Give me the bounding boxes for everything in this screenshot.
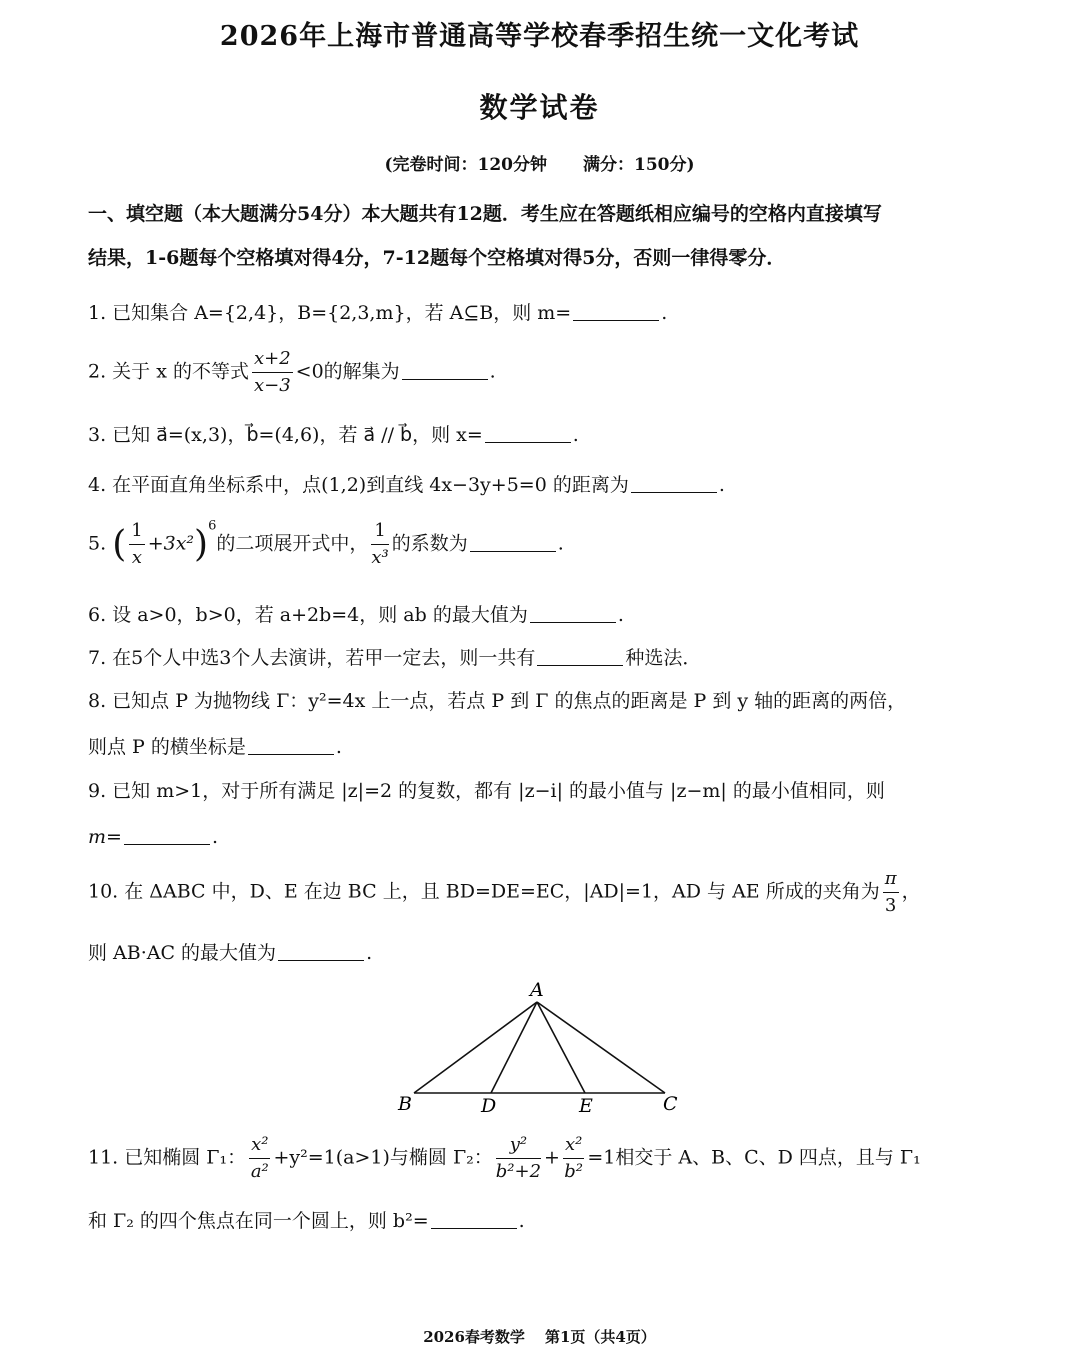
right-paren: ) <box>194 524 209 565</box>
triangle-figure <box>380 972 700 1122</box>
label-E: E <box>579 1095 593 1117</box>
question-11-n1: x² <box>249 1132 270 1159</box>
question-11-prefix: 11. 已知椭圆 Γ₁： <box>88 1146 247 1169</box>
question-11-n3: x² <box>563 1132 584 1159</box>
question-2-fraction <box>252 346 293 399</box>
question-8-line2: 则点 P 的横坐标是 <box>88 736 246 758</box>
question-8-line1: 8. 已知点 P 为抛物线 Γ：y²=4x 上一点，若点 P 到 Γ 的焦点的距离是 P 到 y 轴的距离的两倍， <box>88 690 907 712</box>
answer-blank-5[interactable] <box>470 533 556 552</box>
question-2: 2. 关于 x 的不等式 $\frac{x+2}{x-3}$ <0的解集为 . <box>88 346 1003 399</box>
question-10-three: 3 <box>884 895 897 916</box>
answer-blank-3[interactable] <box>485 424 571 443</box>
question-9 <box>88 776 1003 803</box>
question-5-exponent: 6 <box>208 518 217 534</box>
side-AB <box>414 1002 537 1093</box>
question-11-n2: y² <box>496 1132 541 1159</box>
question-3: 3. 已知 a⃗=(x,3)，b⃗=(4,6)，若 a⃗ // b⃗，则 x= . <box>88 424 579 446</box>
answer-blank-9[interactable] <box>124 826 210 845</box>
question-11-frac2 <box>496 1132 541 1185</box>
question-11-d2: b²+2 <box>495 1161 542 1182</box>
question-5-frac-numerator: 1 <box>129 518 144 545</box>
section-intro-line1: 一、填空题（本大题满分54分）本大题共有12题．考生应在答题纸相应编号的空格内直接填写 <box>88 203 882 225</box>
question-11-d3: b² <box>564 1161 584 1182</box>
answer-blank-1[interactable] <box>573 302 659 321</box>
question-11-cont: 和 Γ₂ 的四个焦点在同一个圆上，则 b²= . <box>88 1210 525 1232</box>
answer-blank-10[interactable] <box>278 942 364 961</box>
segment-AD <box>491 1002 537 1093</box>
question-5-fraction <box>129 518 144 571</box>
question-2-numerator: x+2 <box>252 346 293 373</box>
question-6-text: 6. 设 a>0，b>0，若 a+2b=4，则 ab 的最大值为 <box>88 604 528 626</box>
question-1: 1. 已知集合 A={2,4}，B={2,3,m}，若 A⊆B，则 m= . <box>88 302 668 324</box>
exam-title: 2026年上海市普通高等学校春季招生统一文化考试 <box>219 21 860 52</box>
question-11-line2: 和 Γ₂ 的四个焦点在同一个圆上，则 b²= <box>88 1210 429 1232</box>
footer-page: 第1页（共4页） <box>544 1328 656 1346</box>
question-10: 10. 在 ΔABC 中，D、E 在边 BC 上，且 BD=DE=EC，|AD|=1，AD 与 AE 所成的夹角为 $\frac{\pi}{3}$ ， <box>88 866 1003 919</box>
question-11-frac1 <box>249 1132 270 1185</box>
exam-time: (完卷时间：120分钟 <box>384 155 547 175</box>
question-7-text-a: 7. 在5个人中选3个人去演讲，若甲一定去，则一共有 <box>88 647 536 669</box>
exam-score: 满分：150分) <box>583 155 695 175</box>
question-10-angle <box>883 866 899 919</box>
question-11-mid: +y²=1(a>1)与椭圆 Γ₂： <box>273 1146 493 1169</box>
question-5-target-denominator: x³ <box>371 547 389 568</box>
label-A: A <box>530 979 544 1001</box>
segment-AE <box>537 1002 585 1093</box>
question-5-term: +3x² <box>147 532 195 555</box>
question-9-line2: m= <box>88 826 122 848</box>
question-2-prefix: 2. 关于 x 的不等式 <box>88 360 249 383</box>
question-1-text: 1. 已知集合 A={2,4}，B={2,3,m}，若 A⊆B，则 m= <box>88 302 572 324</box>
question-11-d1: a² <box>250 1161 269 1182</box>
exam-meta <box>0 150 1079 175</box>
question-5-suffix: 的系数为 <box>391 532 468 555</box>
answer-blank-8[interactable] <box>248 736 334 755</box>
left-paren: ( <box>112 524 127 565</box>
question-5-frac-denominator: x <box>131 547 143 568</box>
question-11-suffix: =1相交于 A、B、C、D 四点，且与 Γ₁ <box>587 1146 921 1169</box>
question-9-cont: m= . <box>88 826 218 848</box>
question-9-line1: 9. 已知 m>1，对于所有满足 |z|=2 的复数，都有 |z−i| 的最小值与 |z−m| 的最小值相同，则 <box>88 780 885 802</box>
exam-subtitle: 数学试卷 <box>479 91 600 124</box>
question-11-frac3 <box>563 1132 584 1185</box>
label-C: C <box>663 1093 678 1115</box>
section-intro-line2: 结果，1-6题每个空格填对得4分，7-12题每个空格填对得5分，否则一律得零分． <box>88 247 786 269</box>
answer-blank-7[interactable] <box>537 647 623 666</box>
page-footer <box>0 1326 1079 1347</box>
question-10-pi: π <box>883 866 899 893</box>
section-intro <box>88 192 998 280</box>
label-B: B <box>398 1093 412 1115</box>
question-10-line1: 10. 在 ΔABC 中，D、E 在边 BC 上，且 BD=DE=EC，|AD|=1，AD 与 AE 所成的夹角为 <box>88 880 880 903</box>
side-AC <box>537 1002 665 1093</box>
question-5-text: 的二项展开式中， <box>216 532 369 555</box>
question-5-target-fraction <box>371 518 388 571</box>
question-7 <box>88 643 1003 670</box>
question-10-line2: 则 AB·AC 的最大值为 <box>88 942 277 964</box>
question-8-cont: 则点 P 的横坐标是 . <box>88 736 342 758</box>
question-3-text: 3. 已知 a⃗=(x,3)，b⃗=(4,6)，若 a⃗ // b⃗，则 x= <box>88 424 483 446</box>
question-7-text-b: 种选法． <box>625 647 702 669</box>
label-D: D <box>481 1095 497 1117</box>
answer-blank-6[interactable] <box>530 604 616 623</box>
question-8 <box>88 686 1003 713</box>
question-6: 6. 设 a>0，b>0，若 a+2b=4，则 ab 的最大值为 . <box>88 604 624 626</box>
question-2-suffix: <0的解集为 <box>295 360 400 383</box>
footer-subject: 2026春考数学 <box>423 1328 525 1346</box>
question-5-target-numerator: 1 <box>371 518 388 545</box>
question-10-cont: 则 AB·AC 的最大值为 . <box>88 942 373 964</box>
question-4-text: 4. 在平面直角坐标系中，点(1,2)到直线 4x−3y+5=0 的距离为 <box>88 474 629 496</box>
answer-blank-11[interactable] <box>431 1210 517 1229</box>
question-5-prefix: 5. <box>88 532 107 555</box>
question-4: 4. 在平面直角坐标系中，点(1,2)到直线 4x−3y+5=0 的距离为 . <box>88 474 725 496</box>
question-11: 11. 已知椭圆 Γ₁： $\frac{\text{x²}}{\text{a²}}$ +y²=1(a>1)与椭圆 Γ₂： $\frac{\text{y²}}{\text{b²+2}}$ + $\frac{\text{x²}}{\text{b²}}$ =1相交于 A、B、C、D 四点，且与 Γ₁ <box>88 1132 1003 1185</box>
answer-blank-4[interactable] <box>631 474 717 493</box>
question-5: 5. ( $\frac{1}{x}$ +3x²)$^6$的二项展开式中， $\frac{1}{\text{x³}}$ 的系数为 . <box>88 518 1003 571</box>
answer-blank-2[interactable] <box>402 361 488 380</box>
question-2-denominator: x−3 <box>253 375 291 396</box>
